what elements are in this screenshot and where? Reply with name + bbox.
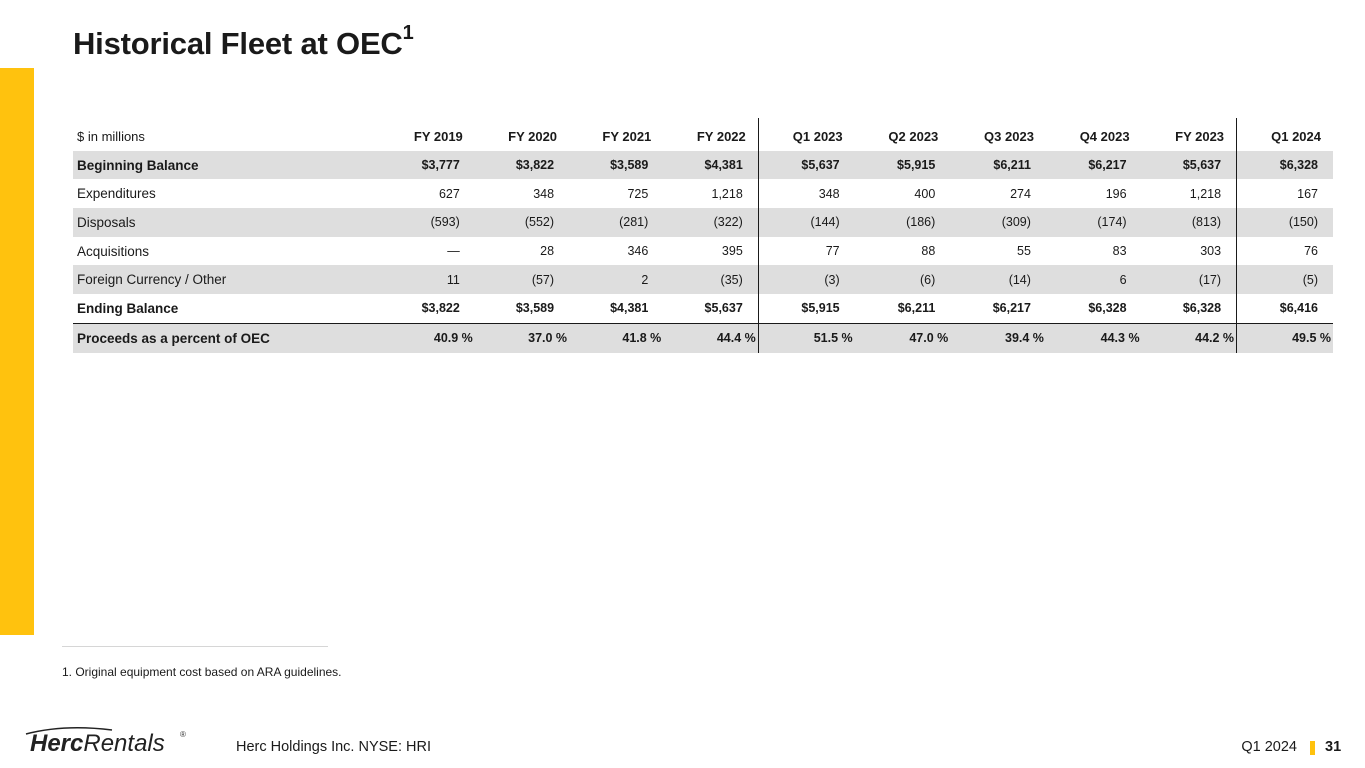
table-cell: 196 xyxy=(1105,186,1127,201)
table-cell: 346 xyxy=(627,244,649,259)
footnote-divider xyxy=(62,646,328,647)
table-cell: $6,217 xyxy=(950,294,1046,323)
table-cell: 83 xyxy=(1112,244,1127,259)
table-cell: 51.5 % xyxy=(758,323,854,352)
fleet-table xyxy=(73,118,1333,353)
page-number: 31 xyxy=(1325,739,1342,755)
table-cell: $5,915 xyxy=(855,151,951,180)
table-cell: (322) xyxy=(663,208,758,237)
column-header: Q3 2023 xyxy=(984,128,1034,144)
row-label: Foreign Currency / Other xyxy=(73,265,381,294)
logo-wordmark-bold: Herc xyxy=(30,730,84,757)
registered-mark: ® xyxy=(180,730,186,739)
table-cell: (3) xyxy=(758,265,854,294)
table-cell: 400 xyxy=(914,186,936,201)
table-cell: 725 xyxy=(627,186,649,201)
column-header: Q1 2024 xyxy=(1237,118,1333,151)
table-cell: $6,328 xyxy=(1046,294,1142,323)
table-cell: 41.8 % xyxy=(569,323,663,352)
report-period: Q1 2024 xyxy=(1241,739,1297,755)
table-cell: $6,211 xyxy=(855,294,951,323)
table-cell: (5) xyxy=(1237,265,1333,294)
table-cell: (35) xyxy=(663,265,758,294)
table-cell: 303 xyxy=(1200,244,1222,259)
table-cell: 39.4 % xyxy=(950,323,1046,352)
row-label: Acquisitions xyxy=(77,243,150,259)
table-cell: 6 xyxy=(1046,265,1142,294)
row-label: Expenditures xyxy=(77,186,156,202)
row-label: Ending Balance xyxy=(73,294,381,323)
table-cell: $3,822 xyxy=(475,151,569,180)
table-cell: $6,211 xyxy=(950,151,1046,180)
column-header: Q1 2023 xyxy=(758,118,854,151)
table-cell: 627 xyxy=(438,186,460,201)
herc-rentals-logo xyxy=(18,726,188,760)
column-header: FY 2022 xyxy=(696,128,746,144)
column-header: FY 2019 xyxy=(413,128,463,144)
table-cell: 55 xyxy=(1017,244,1031,259)
table-cell: (17) xyxy=(1142,265,1237,294)
table-cell: 49.5 % xyxy=(1237,323,1333,352)
table-cell: 44.4 % xyxy=(663,323,758,352)
table-cell: $3,589 xyxy=(475,294,569,323)
table-cell: $5,637 xyxy=(1142,151,1237,180)
table-cell: 28 xyxy=(540,244,555,259)
table-cell: 88 xyxy=(921,244,936,259)
table-cell: 44.2 % xyxy=(1142,323,1237,352)
table-cell: (6) xyxy=(855,265,951,294)
table-cell: $3,822 xyxy=(381,294,475,323)
column-header: FY 2023 xyxy=(1175,128,1225,144)
table-cell: (281) xyxy=(569,208,663,237)
table-cell: 348 xyxy=(533,186,555,201)
table-header-row xyxy=(73,118,1333,151)
table-cell: (144) xyxy=(758,208,854,237)
table-cell: 47.0 % xyxy=(855,323,951,352)
column-header: FY 2021 xyxy=(602,128,652,144)
table-row-beginning-balance xyxy=(73,151,1333,180)
table-cell: 395 xyxy=(721,244,743,259)
column-header: Q4 2023 xyxy=(1079,128,1130,144)
table-cell: $5,915 xyxy=(758,294,854,323)
page-title xyxy=(73,21,414,62)
row-label: Disposals xyxy=(73,208,381,237)
table-cell: 274 xyxy=(1010,186,1031,201)
table-row-disposals xyxy=(73,208,1333,237)
table-cell: 1,218 xyxy=(1189,186,1222,201)
table-cell: 44.3 % xyxy=(1046,323,1142,352)
table-cell: — xyxy=(447,244,460,259)
company-ticker: Herc Holdings Inc. NYSE: HRI xyxy=(236,739,432,755)
table-cell: 77 xyxy=(758,237,854,266)
table-row-expenditures xyxy=(73,179,1333,208)
table-row-proceeds-percent xyxy=(73,323,1333,352)
table-cell: (57) xyxy=(475,265,569,294)
table-cell: (593) xyxy=(381,208,475,237)
column-header: Q2 2023 xyxy=(888,128,939,144)
table-cell: 2 xyxy=(569,265,663,294)
table-cell: $5,637 xyxy=(758,151,854,180)
column-header: FY 2020 xyxy=(508,128,558,144)
table-cell: 76 xyxy=(1237,237,1333,266)
row-label: Proceeds as a percent of OEC xyxy=(73,323,381,352)
table-row-acquisitions xyxy=(73,237,1333,266)
table-cell: 348 xyxy=(758,179,854,208)
table-row-ending-balance xyxy=(73,294,1333,323)
table-cell: $4,381 xyxy=(569,294,663,323)
table-cell: 37.0 % xyxy=(475,323,569,352)
table-cell: $6,416 xyxy=(1237,294,1333,323)
table-cell: (174) xyxy=(1046,208,1142,237)
table-cell: (14) xyxy=(950,265,1046,294)
table-cell: $6,328 xyxy=(1142,294,1237,323)
table-cell: $3,777 xyxy=(381,151,475,180)
table-cell: (552) xyxy=(475,208,569,237)
table-cell: 1,218 xyxy=(711,186,743,201)
table-row-foreign-currency xyxy=(73,265,1333,294)
accent-bar xyxy=(0,68,34,635)
table-cell: $6,328 xyxy=(1237,151,1333,180)
logo-wordmark-regular: Rentals xyxy=(83,730,165,757)
table-cell: $6,217 xyxy=(1046,151,1142,180)
table-cell: 167 xyxy=(1237,179,1333,208)
table-cell: (186) xyxy=(855,208,951,237)
table-cell: $3,589 xyxy=(569,151,663,180)
table-cell: (309) xyxy=(950,208,1046,237)
table-cell: (150) xyxy=(1237,208,1333,237)
title-text: Historical Fleet at OEC xyxy=(73,26,403,61)
table-cell: $5,637 xyxy=(663,294,758,323)
footnote: 1. Original equipment cost based on ARA guidelines. xyxy=(62,665,342,679)
logo-wordmark xyxy=(30,730,165,758)
page-marker xyxy=(1310,741,1315,755)
unit-label: $ in millions xyxy=(77,128,145,144)
row-label: Beginning Balance xyxy=(73,151,381,180)
table-cell: (813) xyxy=(1142,208,1237,237)
table-cell: 11 xyxy=(381,265,475,294)
table-cell: 40.9 % xyxy=(381,323,475,352)
table-cell: $4,381 xyxy=(663,151,758,180)
title-footnote-marker: 1 xyxy=(402,21,414,44)
